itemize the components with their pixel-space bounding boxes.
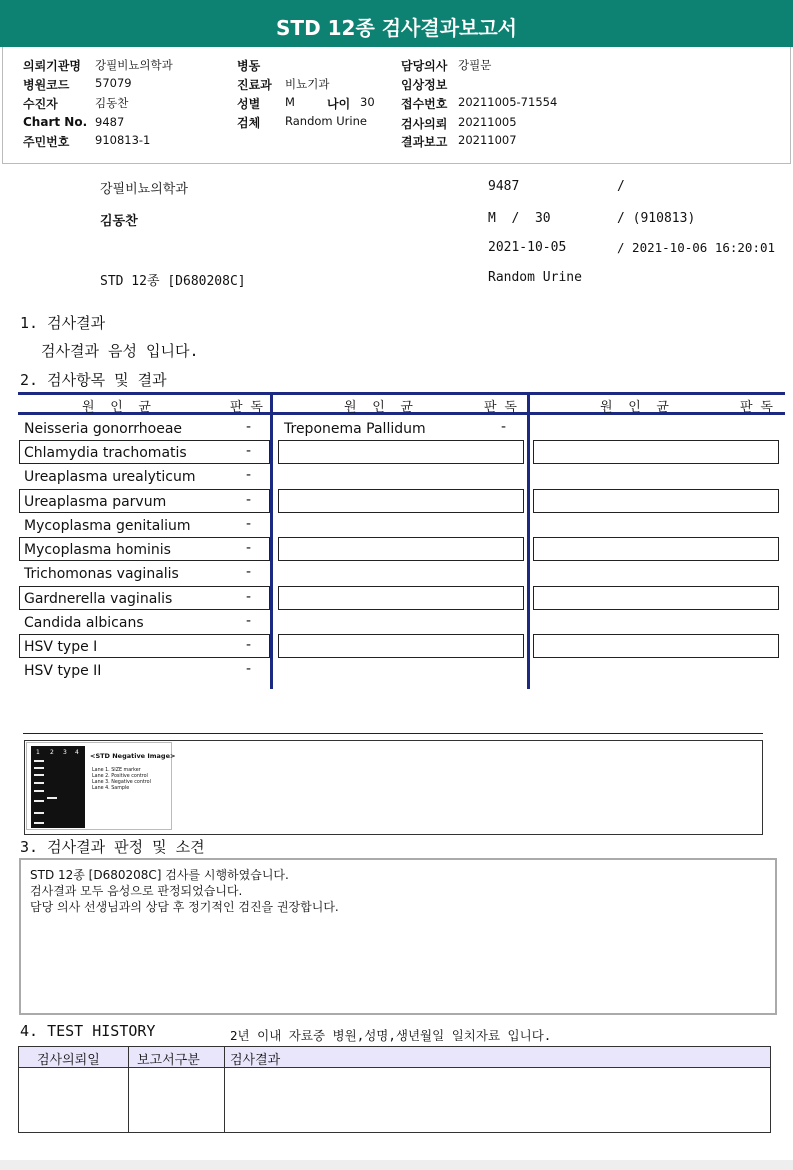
organism-name: Ureaplasma parvum	[24, 494, 167, 510]
history-header-report-type: 보고서구분	[137, 1053, 200, 1068]
header-value-institution: 강필비뇨의학과	[95, 58, 173, 72]
col1-header-result: 판 독	[230, 400, 263, 415]
history-header-result: 검사결과	[230, 1053, 281, 1068]
receipt-chart: 9487	[488, 179, 520, 194]
organism-result: -	[246, 589, 252, 605]
header-label-request-date: 검사의뢰	[401, 117, 448, 131]
header-label-department: 진료과	[237, 78, 272, 92]
gel-lane-label: 2	[50, 749, 54, 756]
organism-result: -	[246, 564, 252, 580]
header-label-chart-no: Chart No.	[23, 115, 88, 129]
organism-result: -	[246, 443, 252, 459]
gel-caption: <STD Negative Image>	[90, 752, 176, 760]
receipt-sex-age: M / 30	[488, 211, 551, 226]
receipt-institution: 강필비뇨의학과	[100, 182, 188, 197]
col2-header-result: 판 독	[484, 400, 517, 415]
receipt-birth: / (910813)	[617, 211, 696, 226]
organism-name: Mycoplasma hominis	[24, 542, 171, 558]
section1-title: 1. 검사결과	[20, 314, 106, 332]
header-label-specimen: 검체	[237, 116, 261, 130]
header-value-report-date: 20211007	[458, 133, 517, 147]
organism-result: -	[246, 540, 252, 556]
page-footer-strip	[0, 1160, 793, 1170]
history-col-divider	[128, 1047, 129, 1132]
header-value-specimen: Random Urine	[285, 114, 367, 128]
organism-result: -	[246, 637, 252, 653]
history-header-request-date: 검사의뢰일	[37, 1053, 100, 1068]
row-box	[278, 586, 524, 610]
header-value-sex: M	[285, 95, 295, 109]
row-box	[533, 489, 779, 513]
organism-name: Candida albicans	[24, 615, 144, 631]
header-label-receipt-no: 접수번호	[401, 97, 448, 111]
organism-name: Ureaplasma urealyticum	[24, 469, 196, 485]
organism-result: -	[246, 613, 252, 629]
receipt-chart-separator: /	[617, 179, 625, 194]
opinion-line: STD 12종 [D680208C] 검사를 시행하였습니다.	[30, 868, 289, 882]
organism-name: HSV type II	[24, 663, 102, 679]
row-box	[533, 440, 779, 464]
organism-result: -	[246, 516, 252, 532]
receipt-request-date: 2021-10-05	[488, 240, 567, 255]
col1-header-organism: 원 인 균	[82, 400, 151, 415]
organism-name: HSV type I	[24, 639, 98, 655]
gel-band	[34, 782, 44, 784]
gel-legend-item: Lane 4. Sample	[92, 786, 130, 791]
gel-lane-label: 4	[75, 749, 79, 756]
gel-band	[34, 774, 44, 776]
gel-band	[34, 790, 44, 792]
organism-name: Treponema Pallidum	[284, 421, 426, 437]
gel-legend-item: Lane 2. Positive control	[92, 774, 148, 779]
organism-name: Chlamydia trachomatis	[24, 445, 187, 461]
row-box	[278, 634, 524, 658]
header-value-chart-no: 9487	[95, 115, 125, 129]
col3-header-organism: 원 인 균	[600, 400, 669, 415]
header-value-hospital-code: 57079	[95, 76, 132, 90]
row-box	[533, 634, 779, 658]
header-label-doctor: 담당의사	[401, 59, 448, 73]
organism-result: -	[246, 661, 252, 677]
organism-name: Mycoplasma genitalium	[24, 518, 191, 534]
section1-result-text: 검사결과 음성 입니다.	[41, 342, 199, 360]
header-value-request-date: 20211005	[458, 115, 517, 129]
gel-band	[34, 800, 44, 802]
report-title: STD 12종 검사결과보고서	[0, 0, 793, 47]
organism-result: -	[246, 492, 252, 508]
opinion-line: 검사결과 모두 음성으로 판정되었습니다.	[30, 884, 243, 898]
header-label-patient: 수진자	[23, 97, 58, 111]
receipt-specimen: Random Urine	[488, 270, 582, 285]
gel-legend-item: Lane 3. Negative control	[92, 780, 151, 785]
header-label-clinical-info: 임상정보	[401, 78, 448, 92]
results-table-divider-1	[270, 392, 273, 689]
row-box	[278, 440, 524, 464]
col3-header-result: 판 독	[740, 400, 773, 415]
header-label-hospital-code: 병원코드	[23, 78, 70, 92]
gel-lane-label: 1	[36, 749, 40, 756]
header-label-age: 나이	[327, 97, 351, 111]
col2-header-organism: 원 인 균	[344, 400, 413, 415]
gel-band	[34, 767, 44, 769]
header-value-department: 비뇨기과	[285, 77, 330, 91]
opinion-line: 담당 의사 선생님과의 상담 후 정기적인 검진을 권장합니다.	[30, 900, 339, 914]
gel-image	[31, 746, 85, 828]
gel-lane-label: 3	[63, 749, 67, 756]
header-label-ward: 병동	[237, 59, 261, 73]
header-value-age: 30	[360, 95, 375, 109]
row-box	[278, 537, 524, 561]
header-value-resident-no: 910813-1	[95, 133, 151, 147]
section2-title: 2. 검사항목 및 결과	[20, 371, 167, 389]
header-value-doctor: 강필문	[458, 58, 492, 72]
organism-name: Gardnerella vaginalis	[24, 591, 173, 607]
header-label-report-date: 결과보고	[401, 135, 448, 149]
header-label-resident-no: 주민번호	[23, 135, 70, 149]
organism-name: Trichomonas vaginalis	[24, 566, 179, 582]
header-value-receipt-no: 20211005-71554	[458, 95, 558, 109]
section-divider	[23, 733, 763, 734]
section4-title: 4. TEST HISTORY	[20, 1022, 156, 1040]
gel-band	[34, 822, 44, 824]
header-label-sex: 성별	[237, 97, 261, 111]
header-label-institution: 의뢰기관명	[23, 59, 81, 73]
organism-name: Neisseria gonorrhoeae	[24, 421, 183, 437]
gel-band	[34, 812, 44, 814]
row-box	[533, 537, 779, 561]
section3-title: 3. 검사결과 판정 및 소견	[20, 838, 205, 856]
history-note: 2년 이내 자료중 병원,성명,생년월일 일치자료 입니다.	[230, 1028, 552, 1043]
history-table-header	[19, 1047, 770, 1068]
receipt-patient: 김동찬	[100, 214, 138, 229]
results-table-top-rule	[18, 392, 785, 395]
organism-result: -	[501, 419, 507, 435]
gel-band	[47, 797, 57, 799]
receipt-test: STD 12종 [D680208C]	[100, 274, 246, 289]
receipt-report-datetime: / 2021-10-06 16:20:01	[617, 240, 776, 255]
gel-legend-item: Lane 1. SIZE marker	[92, 768, 141, 773]
header-value-patient: 김동찬	[95, 96, 129, 110]
history-col-divider	[224, 1047, 225, 1132]
row-box	[533, 586, 779, 610]
organism-result: -	[246, 467, 252, 483]
gel-band	[34, 760, 44, 762]
row-box	[278, 489, 524, 513]
results-table-divider-2	[527, 392, 530, 689]
organism-result: -	[246, 419, 252, 435]
